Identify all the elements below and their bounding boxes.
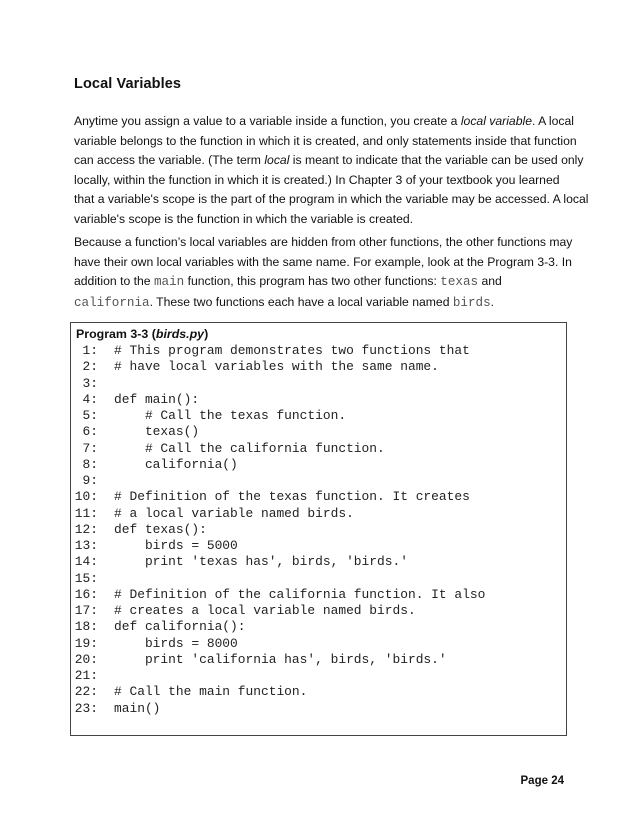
line-number: 7: <box>82 440 98 456</box>
text-run: have their own local variables with the same name. For example, look at the Program 3-3. In <box>74 254 572 269</box>
page-number: Page 24 <box>520 775 564 787</box>
line-number: 3: <box>82 375 98 391</box>
code-text: # Definition of the texas function. It creates <box>114 489 470 505</box>
code-text: texas() <box>114 424 200 440</box>
section-heading: Local Variables <box>74 76 182 92</box>
code-line <box>74 441 485 457</box>
code-line <box>74 506 485 522</box>
inline-code: california <box>74 295 150 310</box>
text-run: Anytime you assign a value to a variable inside a function, you create a <box>74 114 461 128</box>
code-line <box>74 619 485 635</box>
code-text: birds = 5000 <box>114 538 238 553</box>
line-number: 14: <box>74 554 98 570</box>
line-number: 19: <box>74 635 98 651</box>
line-number: 8: <box>82 456 98 472</box>
program-title-suffix: ) <box>204 327 209 341</box>
code-line <box>74 701 485 717</box>
text-run: Because a function’s local variables are hidden from other functions, the other functions may <box>74 235 573 249</box>
code-line <box>74 473 485 489</box>
code-line <box>74 668 485 684</box>
code-line <box>74 603 485 619</box>
italic-term: local variable <box>460 114 532 128</box>
code-text: def texas(): <box>114 521 207 537</box>
code-line <box>74 587 485 603</box>
text-run: variable's scope is the function in which the variable is created. <box>74 211 414 226</box>
code-text: # creates a local variable named birds. <box>114 603 416 618</box>
line-number: 13: <box>74 538 98 553</box>
code-line <box>74 457 485 473</box>
paragraph-line <box>74 171 568 191</box>
code-line <box>74 652 485 668</box>
code-line <box>74 571 485 587</box>
code-line <box>74 376 485 392</box>
code-text: california() <box>114 456 238 472</box>
paragraph-line <box>74 132 577 152</box>
paragraph-local-variables-intro <box>74 112 589 230</box>
code-text: def main(): <box>114 391 200 407</box>
code-text: birds = 8000 <box>114 635 238 651</box>
code-line <box>74 343 485 359</box>
paragraph-line <box>74 151 584 171</box>
program-title-prefix: Program 3-3 ( <box>76 327 156 341</box>
code-line <box>74 408 485 424</box>
code-line <box>74 684 485 700</box>
code-line <box>74 424 485 440</box>
line-number: 16: <box>74 586 98 602</box>
code-text: print 'california has', birds, 'birds.' <box>114 651 447 667</box>
italic-term: local <box>264 153 290 168</box>
text-run: locally, within the function in which it is created.) In Chapter 3 of your textbook you learned <box>74 172 560 187</box>
line-number: 22: <box>74 684 98 700</box>
code-line <box>74 359 485 375</box>
code-text: print 'texas has', birds, 'birds.' <box>114 554 408 570</box>
line-number: 11: <box>74 505 98 521</box>
line-number: 21: <box>74 668 98 683</box>
line-number: 2: <box>82 359 98 375</box>
inline-code: main <box>153 275 185 290</box>
code-line <box>74 636 485 652</box>
text-run: is meant to indicate that the variable can be used only <box>289 153 584 168</box>
line-number: 12: <box>74 521 98 537</box>
code-line <box>74 392 485 408</box>
code-text: # This program demonstrates two functions that <box>114 343 470 358</box>
inline-code: texas <box>440 275 479 290</box>
inline-code: birds <box>452 295 491 310</box>
code-text: # have local variables with the same name. <box>114 359 439 375</box>
code-line <box>74 489 485 505</box>
line-number: 9: <box>82 473 98 488</box>
paragraph-line <box>74 112 574 132</box>
text-run: variable belongs to the function in which it is created, and only statements inside that function <box>74 133 577 148</box>
code-line <box>74 522 485 538</box>
text-run: addition to the <box>74 274 154 289</box>
line-number: 1: <box>82 343 98 358</box>
text-run: can access the variable. (The term <box>74 153 265 168</box>
line-number: 18: <box>74 619 98 635</box>
text-run: and <box>478 274 502 289</box>
line-number: 15: <box>74 570 98 586</box>
paragraph-line <box>74 293 568 314</box>
paragraph-line <box>74 253 572 273</box>
code-listing <box>74 343 485 717</box>
line-number: 23: <box>74 700 98 716</box>
code-text: # Call the texas function. <box>114 408 347 423</box>
paragraph-hidden-variables <box>74 233 573 313</box>
code-text: # Call the main function. <box>114 684 308 700</box>
code-text: # Call the california function. <box>114 440 385 456</box>
line-number: 5: <box>82 408 98 423</box>
line-number: 4: <box>82 391 98 407</box>
code-line <box>74 538 485 554</box>
code-text: main() <box>114 700 161 716</box>
line-number: 20: <box>74 651 98 667</box>
code-text: # Definition of the california function. It also <box>114 586 486 602</box>
paragraph-line <box>74 272 568 293</box>
code-text: def california(): <box>114 619 246 635</box>
text-run: . These two functions each have a local variable named <box>149 294 453 309</box>
program-listing-box <box>70 322 567 736</box>
paragraph-line <box>74 233 573 253</box>
program-title <box>76 327 208 341</box>
paragraph-line <box>74 190 589 210</box>
line-number: 6: <box>82 424 98 440</box>
code-text: # a local variable named birds. <box>114 505 354 521</box>
line-number: 17: <box>74 603 98 618</box>
paragraph-line <box>74 210 568 230</box>
text-run: that a variable's scope is the part of the program in which the variable may be accessed. A local <box>74 192 589 207</box>
text-run: function, this program has two other functions: <box>184 274 441 289</box>
line-number: 10: <box>74 489 98 505</box>
text-run: . A local <box>531 114 574 128</box>
text-run: . <box>490 294 495 309</box>
code-line <box>74 554 485 570</box>
program-filename: birds.py <box>155 327 205 341</box>
